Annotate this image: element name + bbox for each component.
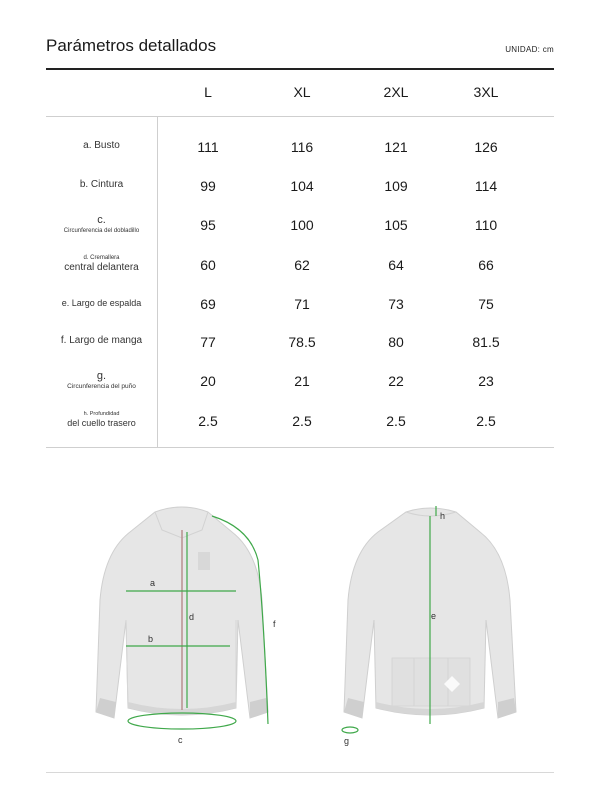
row-label [46, 166, 157, 205]
marker-c-label: c [178, 735, 183, 745]
row-label-letter: c. [97, 213, 106, 226]
row-label-text: del cuello trasero [67, 418, 136, 429]
cell-value: 95 [200, 216, 216, 233]
cell-value: 77 [200, 333, 216, 350]
cell-value: 2.5 [292, 412, 312, 429]
cell-value: 21 [294, 372, 310, 389]
row-label-text: a. Busto [83, 140, 120, 152]
marker-f-label: f [273, 619, 276, 629]
cell-value: 75 [478, 295, 494, 312]
cell-value: 71 [294, 295, 310, 312]
row-label-text: f. Largo de manga [60, 335, 143, 347]
marker-h-label: h [440, 511, 446, 521]
cell-value: 80 [388, 333, 404, 350]
table-row-cuello [46, 401, 554, 440]
table-row-puno [46, 361, 554, 400]
table-bottom-rule [46, 447, 554, 448]
table-row-busto [46, 127, 554, 166]
page-title: Parámetros detallados [46, 36, 217, 55]
row-label [46, 127, 157, 166]
row-label-text: Circunferencia del dobladillo [63, 227, 140, 234]
table-row-largo-manga [46, 322, 554, 361]
unit-label: UNIDAD: cm [505, 45, 554, 54]
row-label-text: central delantera [64, 262, 139, 273]
cell-value: 105 [384, 216, 408, 233]
row-label-small: h. Profundidad [83, 411, 120, 418]
cell-value: 66 [478, 256, 494, 273]
size-header-l: L [204, 84, 212, 100]
cell-value: 69 [200, 295, 216, 312]
row-label [46, 361, 157, 400]
cell-value: 22 [388, 372, 404, 389]
size-header-xl: XL [293, 84, 311, 100]
table-row-cremallera [46, 245, 554, 284]
cell-value: 104 [290, 177, 314, 194]
row-label [46, 205, 157, 244]
row-label-letter: g. [96, 369, 107, 382]
marker-g-label: g [344, 736, 350, 746]
row-label [46, 322, 157, 361]
marker-d-label: d [189, 612, 195, 622]
cell-value: 60 [200, 256, 216, 273]
jacket-diagram [0, 480, 600, 760]
cell-value: 78.5 [288, 333, 316, 350]
table-row-dobladillo [46, 205, 554, 244]
cell-value: 100 [290, 216, 314, 233]
row-label [46, 284, 157, 323]
row-label-small: d. Cremallera [83, 254, 120, 261]
footer-rule [46, 772, 554, 773]
jacket-front-illustration [96, 507, 268, 718]
cell-value: 126 [474, 138, 498, 155]
table-row-cintura [46, 166, 554, 205]
cell-value: 109 [384, 177, 408, 194]
cell-value: 2.5 [386, 412, 406, 429]
cell-value: 73 [388, 295, 404, 312]
cell-value: 62 [294, 256, 310, 273]
size-header-row [46, 70, 554, 117]
cell-value: 111 [197, 138, 219, 155]
size-header-3xl: 3XL [473, 84, 499, 100]
table-row-largo-espalda [46, 284, 554, 323]
cell-value: 110 [474, 216, 498, 233]
cell-value: 116 [290, 138, 314, 155]
cell-value: 81.5 [472, 333, 500, 350]
cell-value: 64 [388, 256, 404, 273]
cell-value: 121 [384, 138, 408, 155]
cell-value: 2.5 [476, 412, 496, 429]
cell-value: 99 [200, 177, 216, 194]
row-label-text: Circunferencia del puño [67, 383, 136, 391]
cell-value: 2.5 [198, 412, 218, 429]
cell-value: 23 [478, 372, 494, 389]
marker-e-label: e [431, 611, 437, 621]
cell-value: 20 [200, 372, 216, 389]
cell-value: 114 [474, 177, 498, 194]
marker-b-label: b [148, 634, 154, 644]
row-label-text: b. Cintura [79, 179, 124, 191]
row-label [46, 401, 157, 440]
size-header-2xl: 2XL [383, 84, 409, 100]
row-label-text: e. Largo de espalda [61, 297, 142, 308]
row-label [46, 245, 157, 284]
marker-a-label: a [150, 578, 156, 588]
